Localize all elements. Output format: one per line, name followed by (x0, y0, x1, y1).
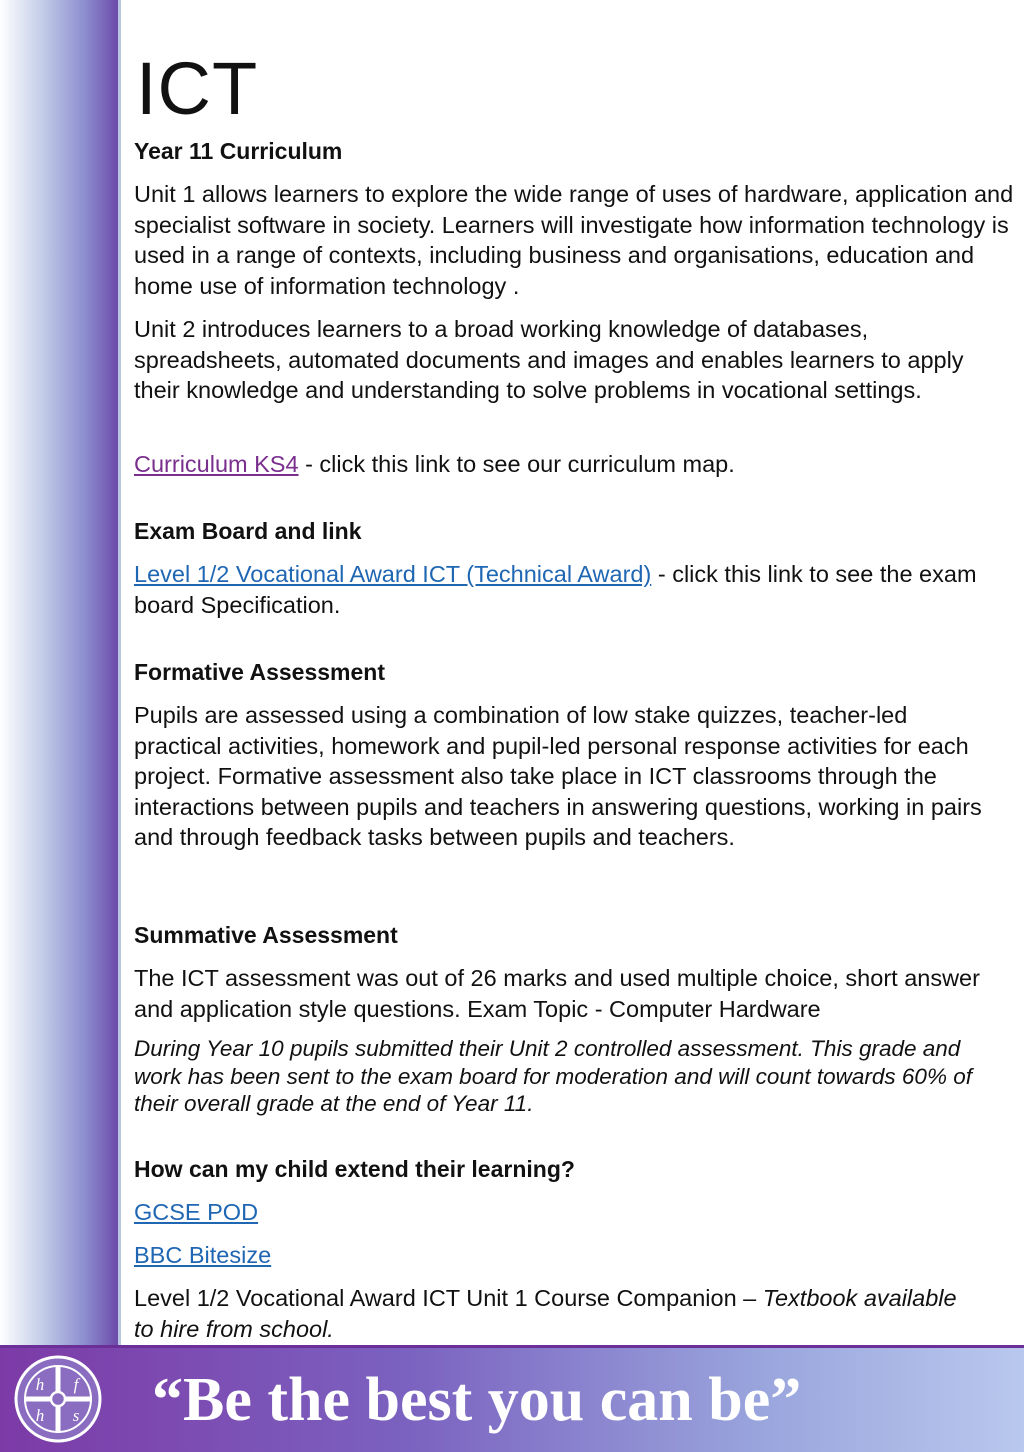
formative-paragraph: Pupils are assessed using a combination of low stake quizzes, teacher-led practical activities, homework and pupil-led personal response activities for each project. Formative assessment also take place in ICT classrooms through the interactions between pupils and teachers in answering questions, working in pairs and through feedback tasks between pupils and teachers. (134, 702, 982, 851)
unit1-paragraph: Unit 1 allows learners to explore the wide range of uses of hardware, application and specialist software in society. Learners will investigate how information technology is used in a range of contexts, including business and organisations, education and home use of information technology . (134, 181, 1014, 299)
extend-heading: How can my child extend their learning? (134, 1156, 575, 1182)
textbook-resource (134, 1283, 964, 1344)
exam-board-link[interactable]: Level 1/2 Vocational Award ICT (Technical Award) (134, 561, 652, 587)
exam-board-line (134, 559, 1014, 620)
summative-heading: Summative Assessment (134, 922, 398, 948)
unit2-paragraph: Unit 2 introduces learners to a broad working knowledge of databases, spreadsheets, automated documents and images and enables learners to apply their knowledge and understanding to solve problems in vocational settings. (134, 316, 964, 404)
school-crest-logo (14, 1355, 102, 1443)
exam-board-heading: Exam Board and link (134, 518, 362, 544)
sidebar-edge-line (118, 0, 121, 1345)
summative-paragraph: The ICT assessment was out of 26 marks and used multiple choice, short answer and application style questions. Exam Topic - Computer Hardware (134, 965, 980, 1022)
crest-letter-2: f (73, 1375, 79, 1394)
school-motto: “Be the best you can be” (152, 1366, 802, 1434)
summative-note: During Year 10 pupils submitted their Unit 2 controlled assessment. This grade and work has been sent to the exam board for moderation and will count towards 60% of their overall grade at the end of Year 11. (134, 1036, 972, 1117)
curriculum-ks4-link[interactable]: Curriculum KS4 (134, 451, 299, 477)
crest-letter-3: h (35, 1406, 45, 1425)
page-title: ICT (136, 47, 259, 130)
curriculum-link-suffix: - click this link to see our curriculum map. (298, 451, 735, 477)
textbook-resource-note: Textbook available to hire from school. (134, 1285, 957, 1342)
left-gradient-sidebar (0, 0, 120, 1345)
page-subtitle: Year 11 Curriculum (134, 138, 343, 164)
gcse-pod-line (134, 1197, 1014, 1228)
footer-top-border (0, 1345, 1024, 1348)
curriculum-link-line (134, 449, 1014, 480)
textbook-resource-text: Level 1/2 Vocational Award ICT Unit 1 Course Companion – (134, 1285, 763, 1311)
bbc-bitesize-link[interactable]: BBC Bitesize (134, 1242, 272, 1268)
formative-heading: Formative Assessment (134, 659, 385, 685)
bbc-bitesize-line (134, 1240, 1014, 1271)
exam-board-link-suffix: - click this link to see the exam board Specification. (134, 561, 977, 618)
crest-letter-4: s (72, 1406, 80, 1425)
gcse-pod-link[interactable]: GCSE POD (134, 1199, 259, 1225)
crest-letter-1: h (35, 1375, 45, 1394)
